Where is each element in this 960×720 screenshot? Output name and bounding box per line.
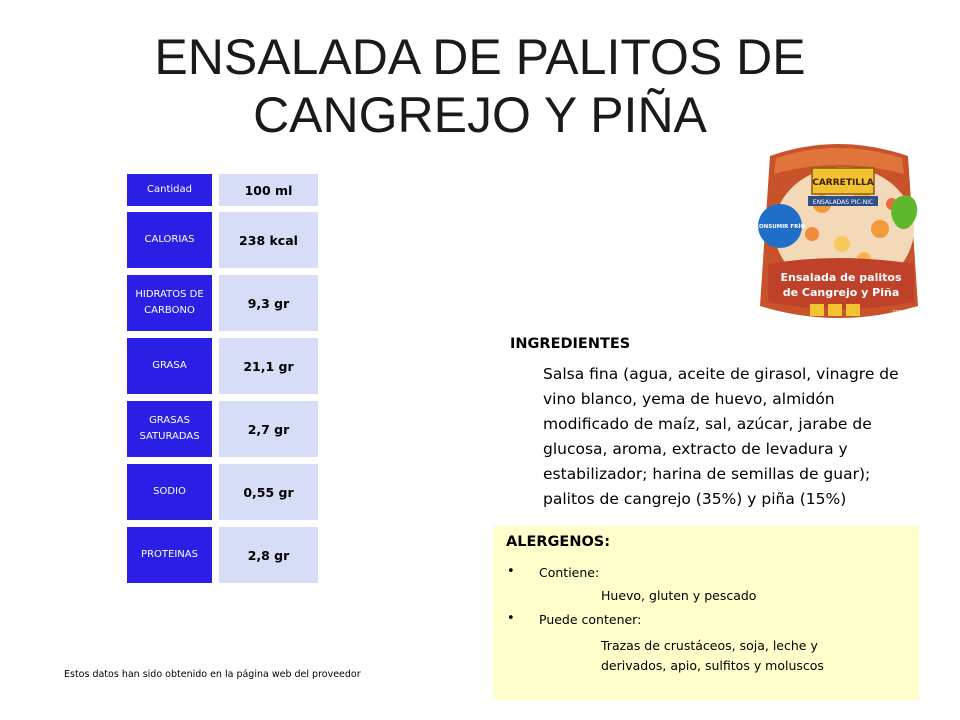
nutrition-label: GRASA	[127, 338, 212, 394]
nutrition-value: 2,8 gr	[219, 527, 318, 583]
title-line-1: ENSALADA DE PALITOS DE	[154, 29, 806, 85]
allergens-box	[493, 526, 919, 700]
allergens-title: ALERGENOS:	[506, 534, 611, 550]
product-name-line-1: Ensalada de palitos	[780, 271, 902, 284]
product-line: ENSALADAS PIC-NIC	[812, 199, 874, 206]
nutrition-label: SODIO	[127, 464, 212, 520]
nutrition-label: Cantidad	[127, 174, 212, 206]
product-package-illustration	[752, 134, 924, 324]
nutrition-value: 21,1 gr	[219, 338, 318, 394]
nutrition-label: GRASAS SATURADAS	[127, 401, 212, 457]
allergens-may-contain-label: Puede contener:	[539, 612, 642, 627]
ingredients-section	[510, 336, 920, 512]
bullet-icon: •	[507, 564, 515, 579]
nutrition-value: 238 kcal	[219, 212, 318, 268]
allergens-contains-label: Contiene:	[539, 565, 600, 580]
page-title	[0, 28, 960, 144]
nutrition-label: PROTEINAS	[127, 527, 212, 583]
product-brand: CARRETILLA	[812, 178, 874, 188]
product-badge: CONSUMIR FRÍO	[754, 224, 806, 230]
nutrition-value: 100 ml	[219, 174, 318, 206]
allergens-may-contain-value: Trazas de crustáceos, soja, leche y derivados, apio, sulfitos y moluscos	[601, 638, 824, 673]
nutrition-value: 0,55 gr	[219, 464, 318, 520]
title-line-2: CANGREJO Y PIÑA	[253, 87, 707, 143]
ingredients-title: INGREDIENTES	[510, 336, 631, 352]
allergens-contains-value: Huevo, gluten y pescado	[601, 588, 757, 603]
nutrition-label: HIDRATOS DE CARBONO	[127, 275, 212, 331]
nutrition-value: 9,3 gr	[219, 275, 318, 331]
nutrition-label: CALORIAS	[127, 212, 212, 268]
nutrition-value: 2,7 gr	[219, 401, 318, 457]
product-image	[752, 134, 924, 324]
ingredients-text: Salsa fina (agua, aceite de girasol, vinagre de vino blanco, yema de huevo, almidón modificado de maíz, sal, azúcar, jarabe de glucosa, aroma, extracto de levadura y estabilizador; harina de semillas de guar); palitos de cangrejo (35%) y piña (15%)	[543, 365, 899, 508]
product-name-line-2: de Cangrejo y Piña	[782, 286, 900, 299]
bullet-icon: •	[507, 611, 515, 626]
source-note: Estos datos han sido obtenido en la página web del proveedor	[64, 669, 361, 680]
product-weight: 220 g	[892, 310, 907, 316]
